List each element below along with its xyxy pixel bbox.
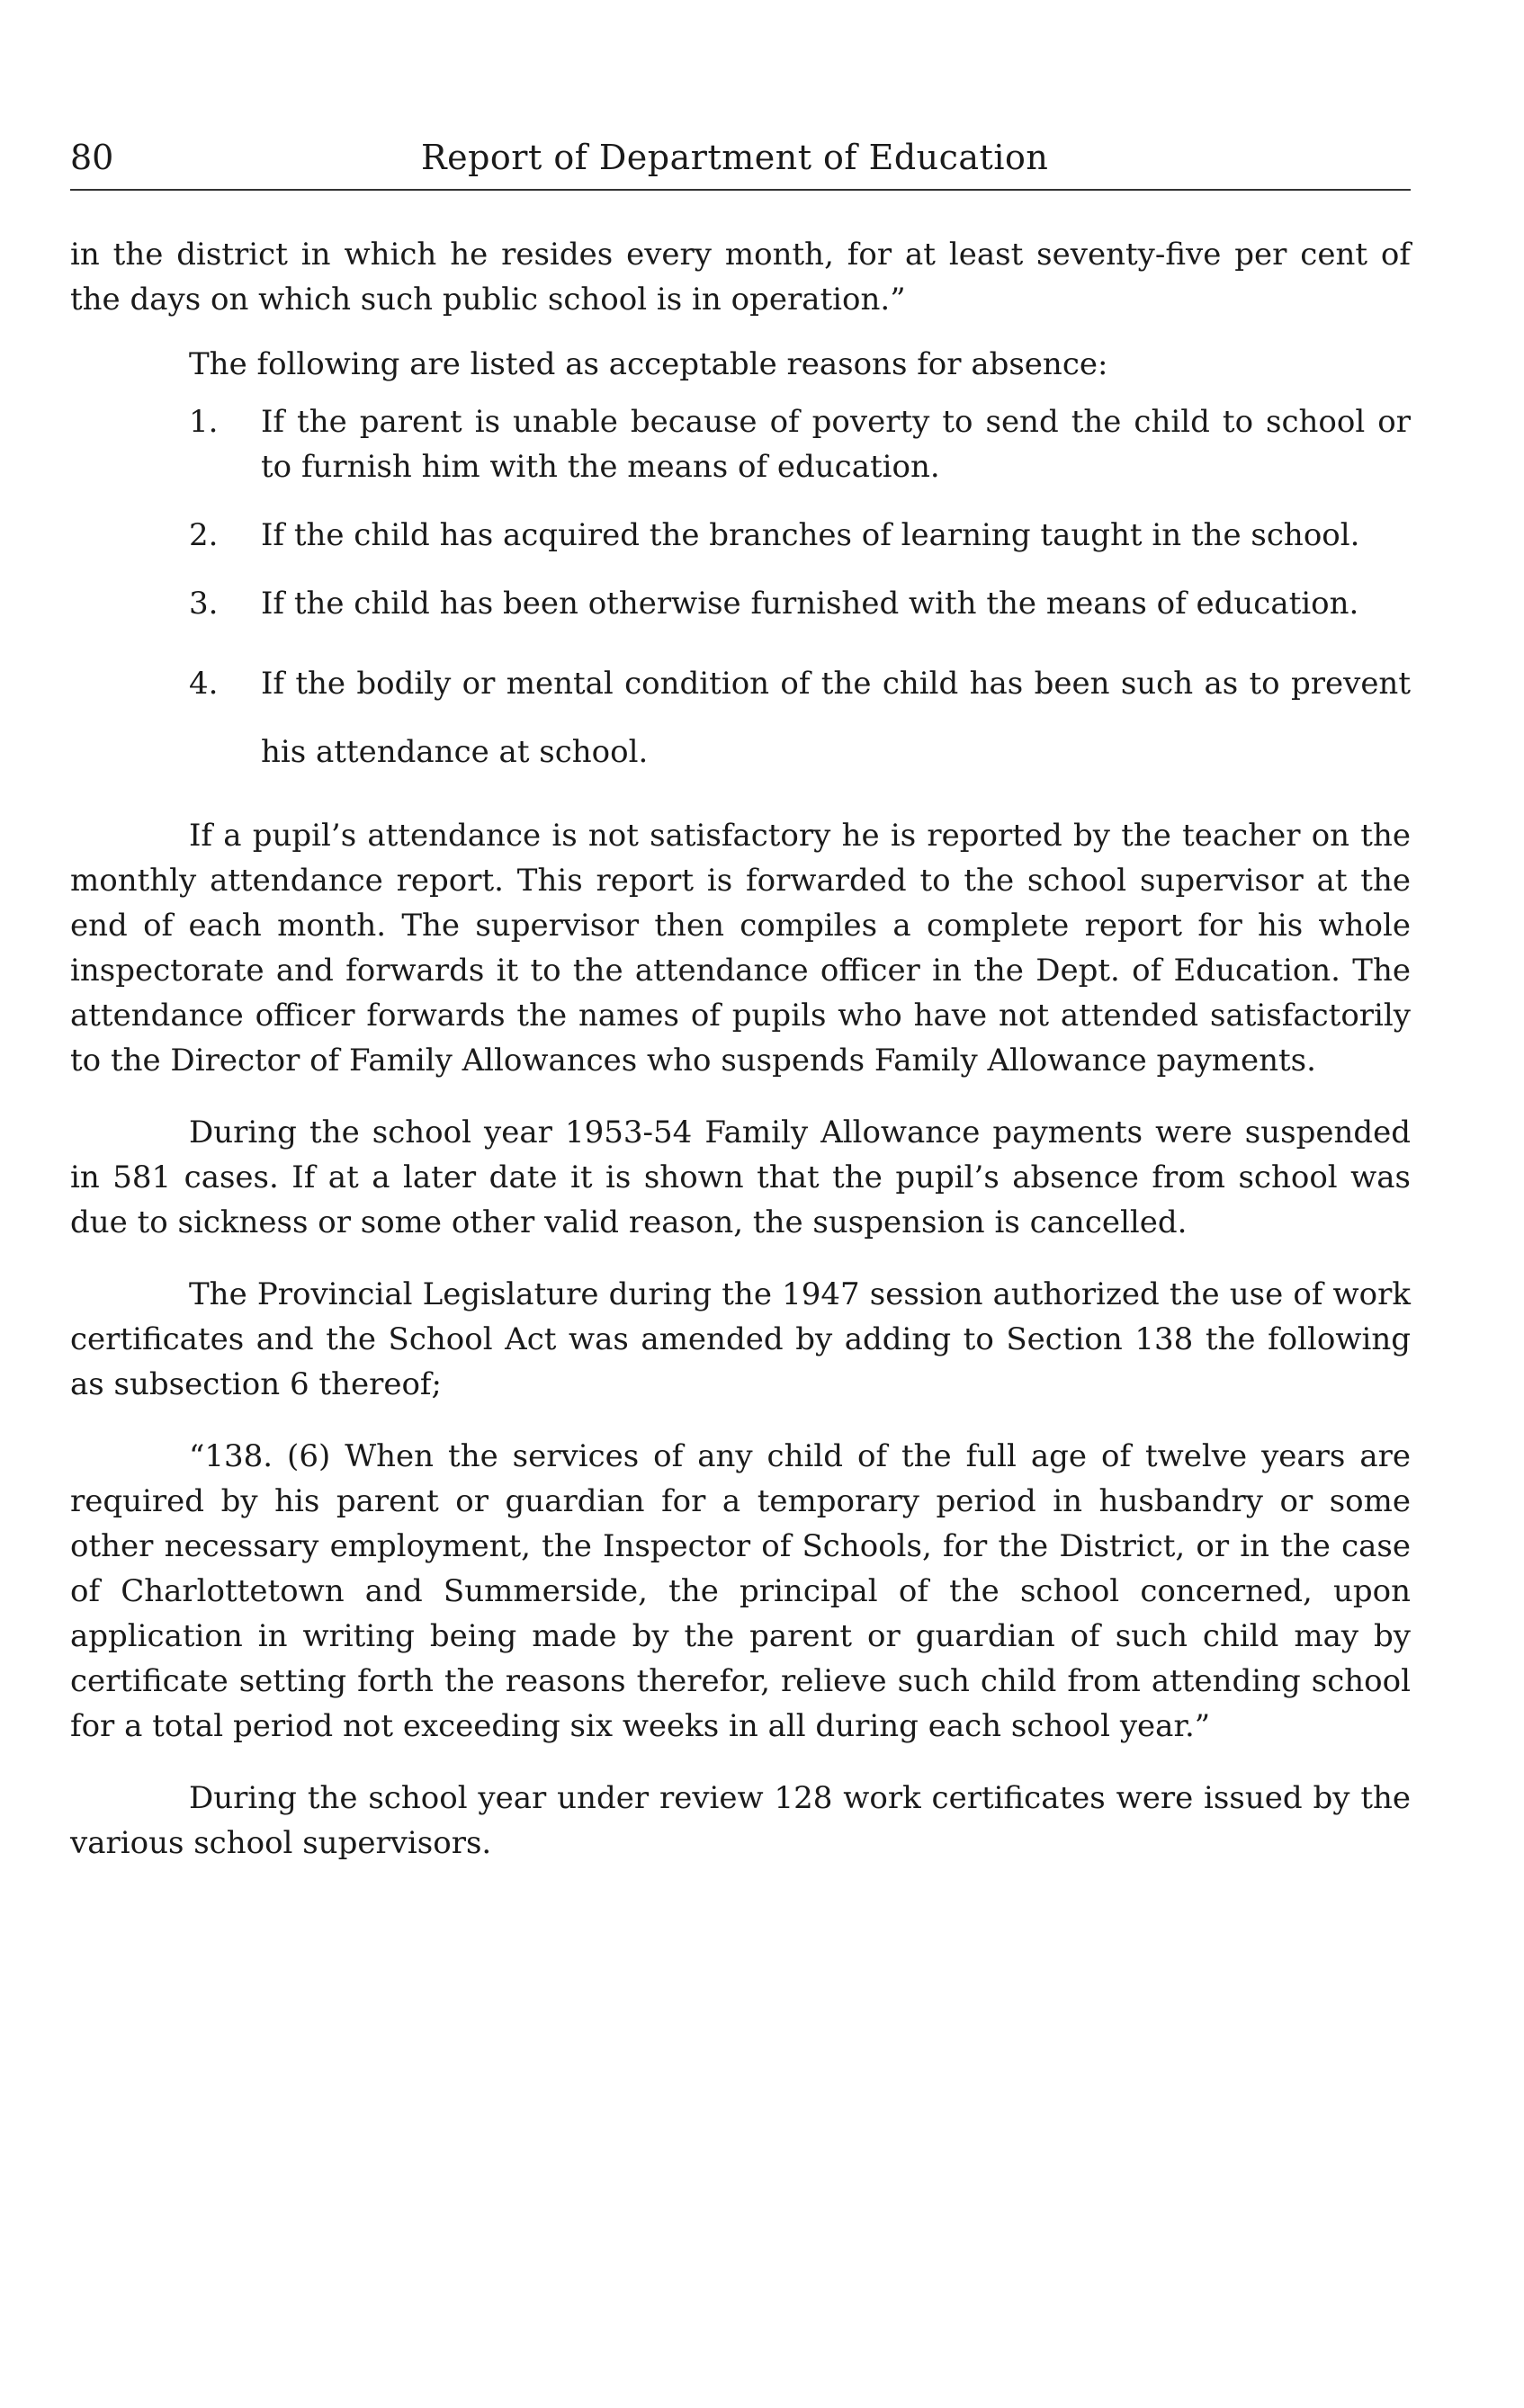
list-item-number: 2. (189, 517, 219, 553)
page-number: 80 (70, 138, 114, 177)
list-item-text: If the child has been otherwise furnished with the means of education. (261, 586, 1359, 622)
paragraph-continuation: in the district in which he resides every month, for at least seventy-five per cent of the days on which such public school is in operation.” (70, 237, 1411, 318)
reasons-lead-in: The following are listed as acceptable reasons for absence: (189, 346, 1108, 382)
list-item-number: 3. (189, 586, 219, 622)
list-item-text: If the parent is unable because of poverty to send the child to school or to furnish him with the means of education. (261, 404, 1411, 485)
paragraph-attendance-report: If a pupil’s attendance is not satisfactory he is reported by the teacher on the monthly attendance report. This report is forwarded to the school supervisor at the end of each month. The supervisor then compiles a complete report for his whole inspectorate and forwards it to the attendance officer in the Dept. of Education. The attendance officer forwards the names of pupils who have not attended satisfactorily to the Director of Family Allowances who suspends Family Allowance payments. (70, 818, 1411, 1079)
paragraph-section-138: “138. (6) When the services of any child of the full age of twelve years are required by his parent or guardian for a temporary period in husbandry or some other necessary employment, the Inspector of Schools, for the District, or in the case of Charlottetown and Summerside, the principal of the school concerned, upon application in writing being made by the parent or guardian of such child may by certificate setting forth the reasons therefor, relieve such child from attending school for a total period not exceeding six weeks in all during each school year.” (70, 1438, 1411, 1744)
list-item-text: If the bodily or mental condition of the child has been such as to prevent his attendance at school. (261, 666, 1411, 770)
reasons-list (70, 399, 1411, 786)
list-item-number: 4. (189, 666, 219, 702)
body-text (70, 232, 1411, 1866)
list-item-number: 1. (189, 404, 219, 440)
running-title: Report of Department of Education (421, 138, 1049, 177)
paragraph-work-certificates: During the school year under review 128 work certificates were issued by the various school supervisors. (70, 1780, 1411, 1861)
page-header (70, 135, 1411, 191)
list-item (70, 513, 1411, 558)
list-item (70, 649, 1411, 786)
list-item-text: If the child has acquired the branches of learning taught in the school. (261, 517, 1360, 553)
paragraph-suspensions: During the school year 1953-54 Family Allowance payments were suspended in 581 cases. If at a later date it is shown that the pupil’s absence from school was due to sickness or some other valid reason, the suspension is cancelled. (70, 1114, 1411, 1240)
list-item (70, 399, 1411, 489)
list-item (70, 581, 1411, 626)
paragraph-legislature: The Provincial Legislature during the 1947 session authorized the use of work certificates and the School Act was amended by adding to Section 138 the following as subsection 6 thereof; (70, 1276, 1411, 1402)
